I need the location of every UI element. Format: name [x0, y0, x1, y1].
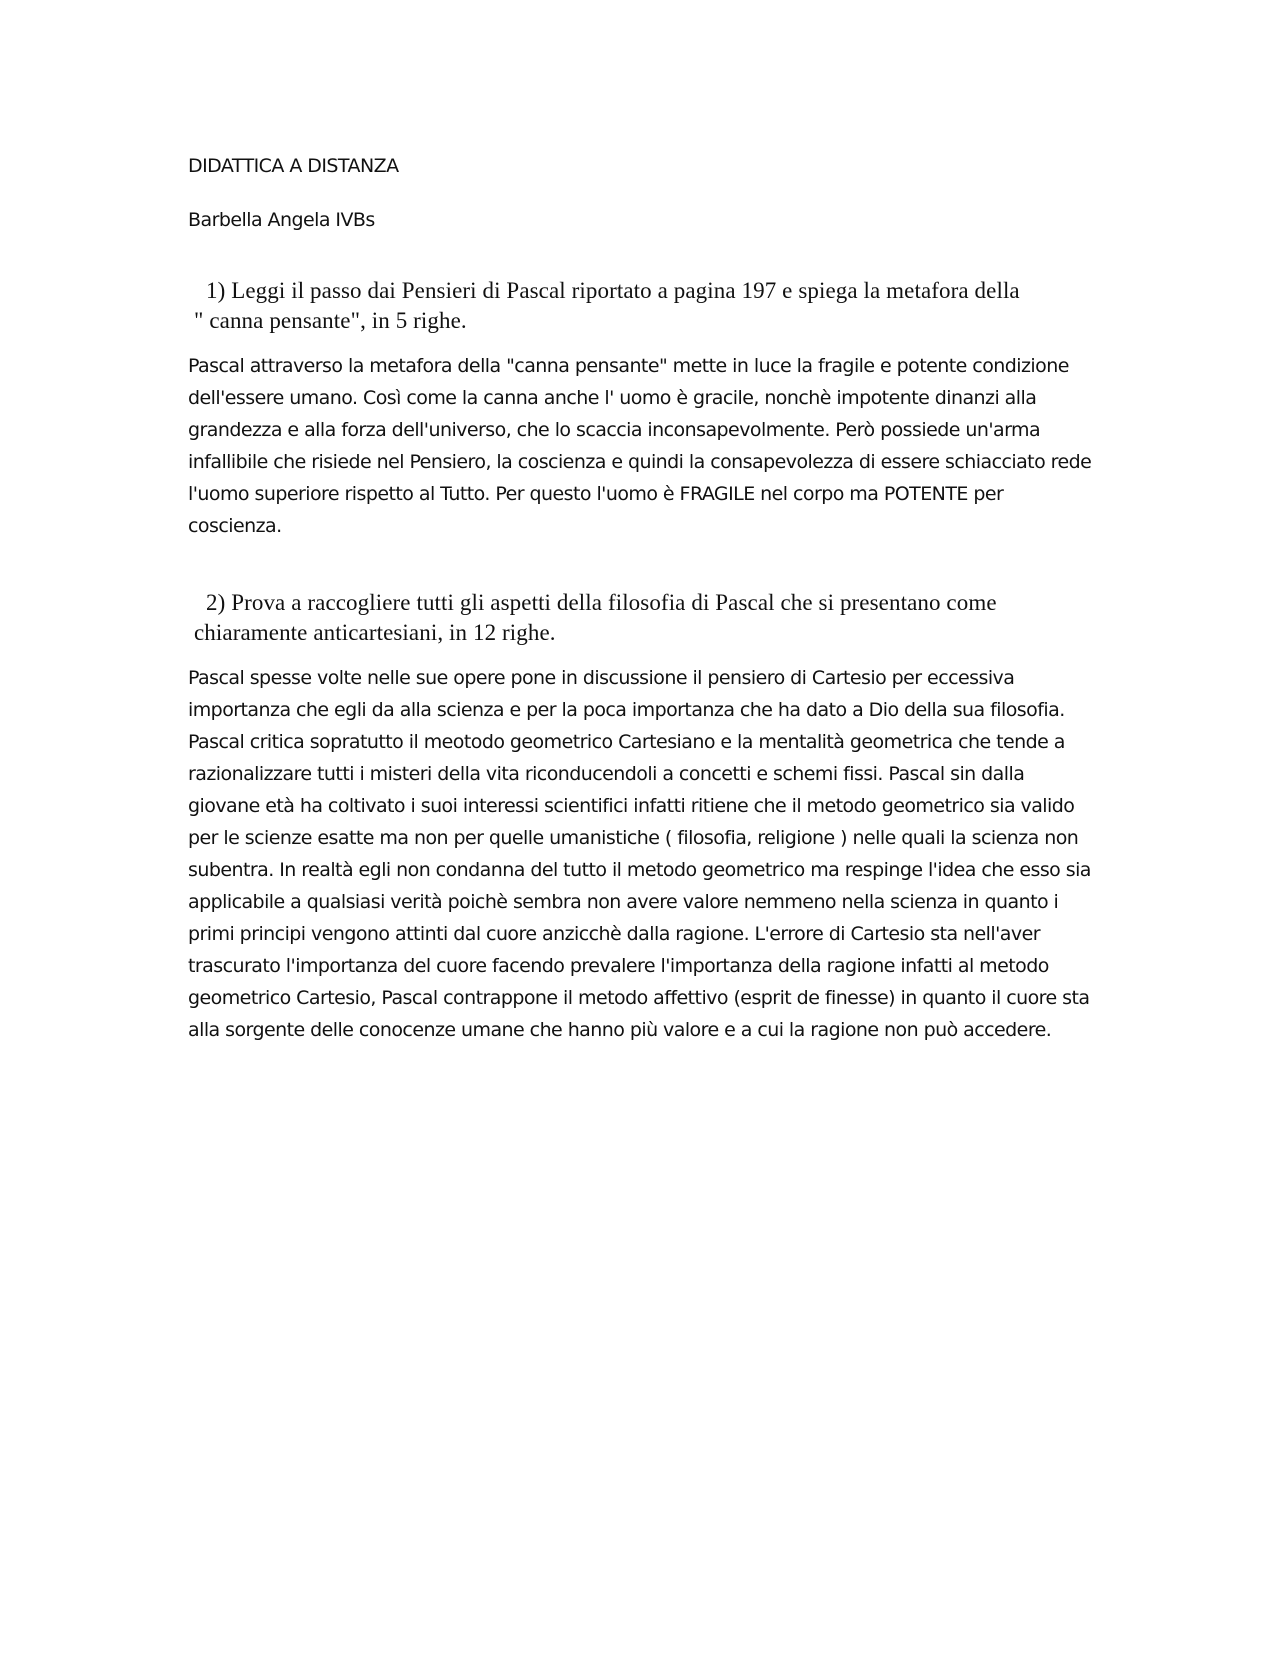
- answer-1: Pascal attraverso la metafora della "canna pensante" mette in luce la fragile e potente condizione dell'essere umano. Così come la canna anche l' uomo è gracile, nonchè impotente dinanzi alla grandezza e alla forza dell'universo, che lo scaccia inconsapevolmente. Però possiede un'arma infallibile che risiede nel Pensiero, la coscienza e quindi la consapevolezza di essere schiacciato rede l'uomo superiore rispetto al Tutto. Per questo l'uomo è FRAGILE nel corpo ma POTENTE per coscienza.: [188, 355, 1092, 537]
- document-heading: DIDATTICA A DISTANZA: [188, 155, 399, 177]
- question-1-line-1: 1) Leggi il passo dai Pensieri di Pascal riportato a pagina 197 e spiega la metafora della: [206, 278, 1020, 303]
- question-1: [188, 276, 1098, 336]
- answer-2: Pascal spesse volte nelle sue opere pone in discussione il pensiero di Cartesio per eccessiva importanza che egli da alla scienza e per la poca importanza che ha dato a Dio della sua filosofia. Pascal critica sopratutto il meotodo geometrico Cartesiano e la mentalità geometrica che tende a razionalizzare tutti i misteri della vita riconducendoli a concetti e schemi fissi. Pascal sin dalla giovane età ha coltivato i suoi interessi scientifici infatti ritiene che il metodo geometrico sia valido per le scienze esatte ma non per quelle umanistiche ( filosofia, religione ) nelle quali la scienza non subentra. In realtà egli non condanna del tutto il metodo geometrico ma respinge l'idea che esso sia applicabile a qualsiasi verità poichè sembra non avere valore nemmeno nella scienza in quanto i primi principi vengono attinti dal cuore anzicchè dalla ragione. L'errore di Cartesio sta nell'aver trascurato l'importanza del cuore facendo prevalere l'importanza della ragione infatti al metodo geometrico Cartesio, Pascal contrappone il metodo affettivo (esprit de finesse) in quanto il cuore sta alla sorgente delle conocenze umane che hanno più valore e a cui la ragione non può accedere.: [188, 667, 1091, 1041]
- document-body: [188, 150, 1098, 1046]
- question-2-line-2: chiaramente anticartesiani, in 12 righe.: [194, 620, 556, 645]
- question-2-line-1: 2) Prova a raccogliere tutti gli aspetti della filosofia di Pascal che si presentano come: [206, 590, 997, 615]
- question-1-line-2: " canna pensante", in 5 righe.: [194, 308, 467, 333]
- author-line: Barbella Angela IVBs: [188, 209, 375, 231]
- question-2: [188, 588, 1098, 648]
